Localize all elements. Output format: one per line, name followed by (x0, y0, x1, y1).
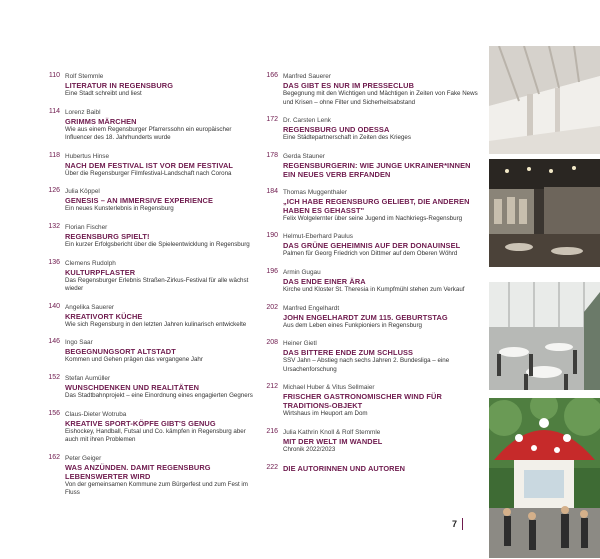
toc-title: JOHN ENGELHARDT ZUM 115. GEBURTSTAG (283, 312, 448, 322)
toc-page-number: 136 (48, 258, 60, 266)
toc-author: Armin Gugau (283, 268, 321, 276)
toc-entry[interactable] (258, 268, 483, 295)
toc-author: Gerda Stauner (283, 152, 325, 160)
toc-author: Angelika Sauerer (65, 303, 115, 311)
toc-title: DIE AUTORINNEN UND AUTOREN (283, 463, 406, 473)
toc-author: Heiner Gietl (283, 340, 317, 348)
toc-subtitle: Kirche und Kloster St. Theresia in Kumpfmühl stehen zum Verkauf (283, 285, 465, 293)
toc-page-number: 216 (266, 427, 278, 435)
toc-entry[interactable] (40, 338, 260, 365)
toc-title: REGENSBURG SPIELT! (65, 231, 150, 241)
photo-wintergarden (489, 282, 600, 390)
toc-author: Manfred Engelhardt (283, 304, 340, 312)
toc-title: MIT DER WELT IM WANDEL (283, 436, 383, 446)
toc-entry[interactable] (258, 188, 483, 224)
toc-title: LITERATUR IN REGENSBURG (65, 81, 174, 90)
toc-subtitle: Das Stadtbahnprojekt – eine Einordnung eines engagierten Gegners (65, 391, 253, 399)
toc-entry[interactable] (258, 383, 483, 419)
toc-subtitle: Das Regensburger Erlebnis Straßen-Zirkus-Festival für alle wächst wieder (65, 276, 249, 293)
toc-page-number: 114 (48, 107, 60, 115)
toc-page-number: 222 (266, 463, 278, 471)
toc-entry[interactable] (40, 223, 260, 250)
toc-entry[interactable] (258, 339, 483, 374)
toc-title: DAS ENDE EINER ÄRA (283, 276, 366, 286)
toc-entry[interactable] (258, 428, 483, 455)
toc-title: FRISCHER GASTRONOMISCHER WIND FÜR TRADITIONS-OBJEKT (283, 392, 442, 411)
toc-entry[interactable] (40, 374, 260, 401)
toc-entry[interactable] (258, 72, 483, 107)
toc-page-number: 212 (266, 383, 278, 391)
toc-entry[interactable] (258, 304, 483, 331)
toc-author: Ingo Saar (65, 339, 93, 347)
toc-author: Michael Huber & Vitus Sellmaier (283, 384, 375, 392)
toc-page-number: 140 (48, 302, 60, 310)
toc-title: DAS GIBT ES NUR IM PRESSECLUB (283, 81, 415, 90)
toc-author: Rolf Stemmle (65, 73, 104, 80)
toc-entry[interactable] (258, 232, 483, 259)
toc-author: Hubertus Hinse (65, 152, 110, 160)
toc-subtitle: Felix Wolgelernter über seine Jugend im Nachkriegs-Regensburg (283, 214, 463, 222)
toc-subtitle: SSV Jahn – Abstieg nach sechs Jahren 2. Bundesliga – eine Ursachenforschung (283, 357, 450, 373)
toc-author: Dr. Carsten Lenk (283, 117, 331, 125)
toc-entry[interactable] (258, 464, 483, 473)
toc-entry[interactable] (258, 152, 483, 179)
toc-subtitle: Wie sich Regensburg in den letzten Jahren kulinarisch entwickelte (65, 320, 247, 328)
toc-title: GENESIS – AN IMMERSIVE EXPERIENCE (65, 196, 213, 206)
toc-author: Thomas Muggenthaler (283, 188, 347, 196)
toc-page-number: 126 (48, 187, 60, 195)
toc-page-number: 202 (266, 303, 278, 311)
toc-subtitle: Eishockey, Handball, Futsal und Co. kämpfen in Regensburg aber auch mit ihren Problemen (65, 427, 246, 444)
toc-entry[interactable] (40, 303, 260, 330)
toc-subtitle: Wirtshaus im Heuport am Dom (283, 410, 368, 418)
toc-entry[interactable] (40, 410, 260, 445)
toc-page-number: 208 (266, 339, 278, 347)
toc-subtitle: Eine Städtepartnerschaft in Zeiten des Krieges (283, 134, 411, 142)
toc-page-number: 156 (48, 409, 60, 417)
toc-left-column (40, 72, 260, 507)
toc-entry[interactable] (40, 259, 260, 294)
toc-title: NACH DEM FESTIVAL IST VOR DEM FESTIVAL (65, 160, 234, 170)
toc-page-number: 196 (266, 267, 278, 275)
toc-page-number: 110 (48, 72, 60, 79)
toc-subtitle: Begegnung mit den Wichtigen und Mächtigen in Zeiten von Fake News und Krisen – ohne Filter und Sicherheitsabstand (283, 90, 478, 106)
photo-restaurant (489, 159, 600, 267)
toc-title: WAS ANZÜNDEN. DAMIT REGENSBURG LEBENSWERTER WIRD (65, 462, 211, 481)
toc-title: GRIMMS MÄRCHEN (65, 116, 137, 126)
toc-author: Manfred Sauerer (283, 73, 331, 80)
toc-subtitle: Eine Stadt schreibt und liest (65, 90, 142, 97)
toc-title: KREATIVE SPORT-KÖPFE GIBT'S GENUG (65, 418, 216, 428)
toc-author: Peter Geiger (65, 454, 102, 462)
toc-entry[interactable] (40, 152, 260, 179)
toc-entry[interactable] (40, 108, 260, 143)
toc-entry[interactable] (40, 187, 260, 214)
toc-subtitle: Von der gemeinsamen Kommune zum Bürgerfest und zum Fest im Fluss (65, 480, 248, 497)
toc-author: Julia Köppel (65, 188, 100, 196)
toc-author: Claus-Dieter Wotruba (65, 410, 127, 418)
toc-title: REGENSBURGERIN: WIE JUNGE UKRAINER*INNEN EIN NEUES VERB ERFANDEN (283, 160, 471, 179)
toc-page-number: 146 (48, 338, 60, 346)
toc-author: Florian Fischer (65, 223, 108, 231)
toc-page-number: 184 (266, 187, 278, 195)
toc-title: „ICH HABE REGENSBURG GELIEBT, DIE ANDEREN HABEN ES GEHASST" (283, 196, 470, 215)
toc-entry[interactable] (40, 72, 260, 99)
toc-page-number: 172 (266, 116, 278, 124)
toc-subtitle: Aus dem Leben eines Funkpioniers in Regensburg (283, 321, 422, 329)
toc-subtitle: Ein neues Kunsterlebnis in Regensburg (65, 205, 174, 213)
toc-title: KREATIVORT KÜCHE (65, 311, 143, 321)
toc-author: Stefan Aumüller (65, 374, 111, 382)
toc-author: Helmut-Eberhard Paulus (283, 233, 353, 241)
page-number-divider (462, 518, 463, 530)
toc-subtitle: Ein kurzer Erfolgsbericht über die Spieleentwicklung in Regensburg (65, 240, 250, 248)
toc-author: Julia Kathrin Knoll & Rolf Stemmle (283, 428, 381, 436)
photo-mushroom-pavilion (489, 398, 600, 558)
toc-title: DAS BITTERE ENDE ZUM SCHLUSS (283, 348, 414, 358)
toc-subtitle: Palmen für Georg Friedrich von Dittmer auf dem Oberen Wöhrd (283, 250, 458, 258)
toc-subtitle: Wie aus einem Regensburger Pfarrerssohn ein europäischer Influencer des 18. Jahrhunderts wurde (65, 125, 232, 142)
toc-page-number: 190 (266, 232, 278, 240)
toc-author: Lorenz Baibl (65, 108, 101, 116)
toc-page-number: 132 (48, 222, 60, 230)
toc-title: WUNSCHDENKEN UND REALITÄTEN (65, 382, 200, 392)
page-number: 7 (452, 519, 458, 529)
toc-subtitle: Chronik 2022/2023 (283, 445, 336, 453)
toc-entry[interactable] (40, 454, 260, 498)
toc-title: BEGEGNUNGSORT ALTSTADT (65, 347, 176, 357)
toc-author: Clemens Rudolph (65, 259, 116, 267)
toc-subtitle: Über die Regensburger Filmfestival-Landschaft nach Corona (65, 169, 232, 177)
toc-right-column (258, 72, 483, 482)
toc-title: REGENSBURG UND ODESSA (283, 125, 390, 135)
toc-page-number: 166 (266, 72, 278, 79)
toc-page-number: 152 (48, 373, 60, 381)
photo-attic (489, 46, 600, 154)
toc-page-number: 178 (266, 151, 278, 159)
toc-page-number: 162 (48, 453, 60, 461)
toc-title: DAS GRÜNE GEHEIMNIS AUF DER DONAUINSEL (283, 241, 461, 251)
toc-subtitle: Kommen und Gehen prägen das vergangene Jahr (65, 356, 203, 364)
toc-entry[interactable] (258, 116, 483, 143)
toc-title: KULTURPFLASTER (65, 267, 136, 277)
toc-page-number: 118 (48, 151, 60, 159)
